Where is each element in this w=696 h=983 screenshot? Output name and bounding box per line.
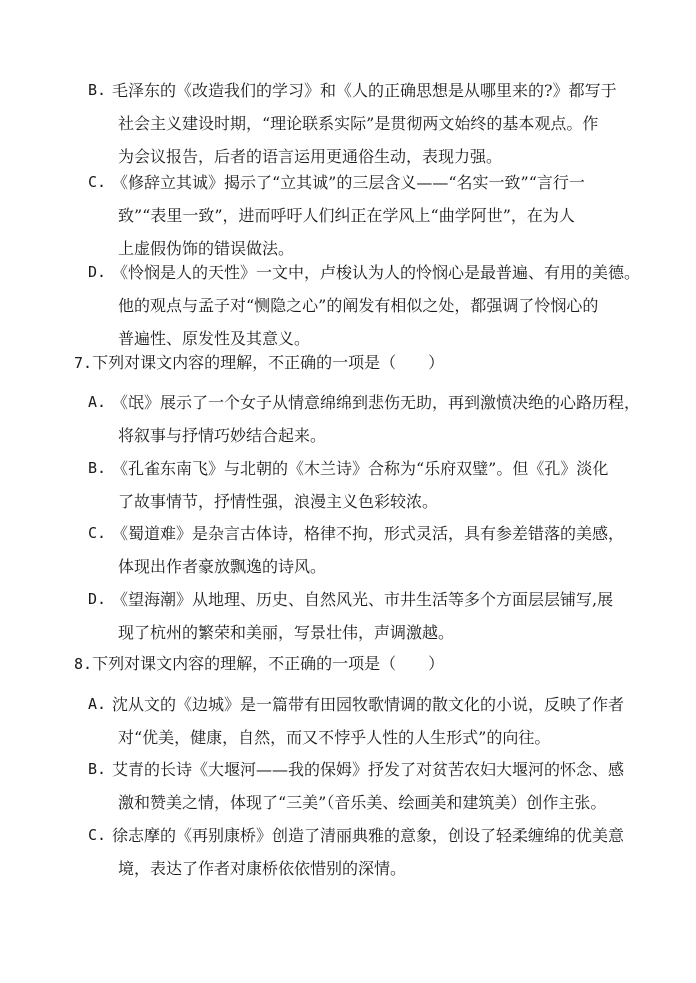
option-letter: C. — [88, 524, 107, 542]
option-c-q6 — [88, 166, 628, 265]
option-a-q7 — [88, 386, 641, 452]
option-text-line: 社会主义建设时期，“理论联系实际”是贯彻两文始终的基本观点。作 — [118, 114, 599, 133]
option-c-q8 — [88, 819, 628, 885]
option-text-line: 《望海潮》从地理、历史、自然风光、市井生活等多个方面层层铺写,展 — [112, 590, 614, 609]
option-text-line: 《孔雀东南飞》与北朝的《木兰诗》合称为“乐府双璧”。但《孔》淡化 — [112, 459, 609, 478]
option-text-line: 了故事情节，抒情性强，浪漫主义色彩较浓。 — [118, 492, 439, 511]
option-text-line: 徐志摩的《再别康桥》创造了清丽典雅的意象，创设了轻柔缠绵的优美意 — [112, 826, 625, 845]
option-text-line: 《蜀道难》是杂言古体诗，格律不拘，形式灵活，具有参差错落的美感， — [112, 524, 625, 543]
option-letter: A. — [88, 695, 107, 713]
option-d-q6 — [88, 256, 641, 355]
option-text-line: 现了杭州的繁荣和美丽，写景壮伟，声调激越。 — [118, 623, 455, 642]
option-text-line: 上虚假伪饰的错误做法。 — [118, 239, 295, 258]
question-text: 下列对课文内容的理解，不正确的一项是（ ） — [92, 353, 445, 372]
option-text-line: 沈从文的《边城》是一篇带有田园牧歌情调的散文化的小说，反映了作者 — [112, 695, 625, 714]
question-number: 7. — [74, 354, 93, 372]
option-text-line: 激和赞美之情，体现了“三美”（音乐美、绘画美和建筑美）创作主张。 — [118, 793, 607, 812]
option-text-line: 毛泽东的《改造我们的学习》和《人的正确思想是从哪里来的?》都写于 — [112, 81, 617, 100]
option-text-line: 他的观点与孟子对“恻隐之心”的阐发有相似之处，都强调了怜悯心的 — [118, 296, 599, 315]
question-7 — [74, 346, 634, 380]
option-letter: C. — [88, 826, 107, 844]
option-text-line: 致”“表里一致”，进而呼吁人们纠正在学风上“曲学阿世”，在为人 — [118, 206, 575, 225]
option-letter: D. — [88, 590, 107, 608]
question-text: 下列对课文内容的理解，不正确的一项是（ ） — [92, 654, 445, 673]
option-letter: D. — [88, 263, 107, 281]
option-b-q8 — [88, 753, 628, 819]
option-text-line: 体现出作者豪放飘逸的诗风。 — [118, 557, 327, 576]
option-b-q6 — [88, 74, 628, 173]
option-letter: B. — [88, 81, 107, 99]
option-b-q7 — [88, 452, 628, 518]
option-text-line: 普遍性、原发性及其意义。 — [118, 329, 311, 348]
option-text-line: 《氓》展示了一个女子从情意绵绵到悲伤无助，再到激愤决绝的心路历程， — [112, 393, 641, 412]
option-letter: B. — [88, 760, 107, 778]
option-d-q7 — [88, 583, 628, 649]
option-letter: B. — [88, 459, 107, 477]
option-text-line: 境，表达了作者对康桥依依惜别的深情。 — [118, 859, 407, 878]
option-text-line: 艾青的长诗《大堰河——我的保姆》抒发了对贫苦农妇大堰河的怀念、感 — [112, 760, 625, 779]
option-text-line: 对“优美，健康，自然，而又不悖乎人性的人生形式”的向往。 — [118, 728, 551, 747]
option-c-q7 — [88, 517, 628, 583]
question-number: 8. — [74, 655, 93, 673]
option-text-line: 将叙事与抒情巧妙结合起来。 — [118, 426, 327, 445]
option-text-line: 《怜悯是人的天性》一文中，卢梭认为人的怜悯心是最普遍、有用的美德。 — [112, 263, 641, 282]
option-a-q8 — [88, 688, 628, 754]
option-text-line: 为会议报告，后者的语言运用更通俗生动，表现力强。 — [118, 147, 503, 166]
question-8 — [74, 647, 634, 681]
option-letter: C. — [88, 173, 107, 191]
option-text-line: 《修辞立其诚》揭示了“立其诚”的三层含义——“名实一致”“言行一 — [112, 173, 585, 192]
option-letter: A. — [88, 393, 107, 411]
